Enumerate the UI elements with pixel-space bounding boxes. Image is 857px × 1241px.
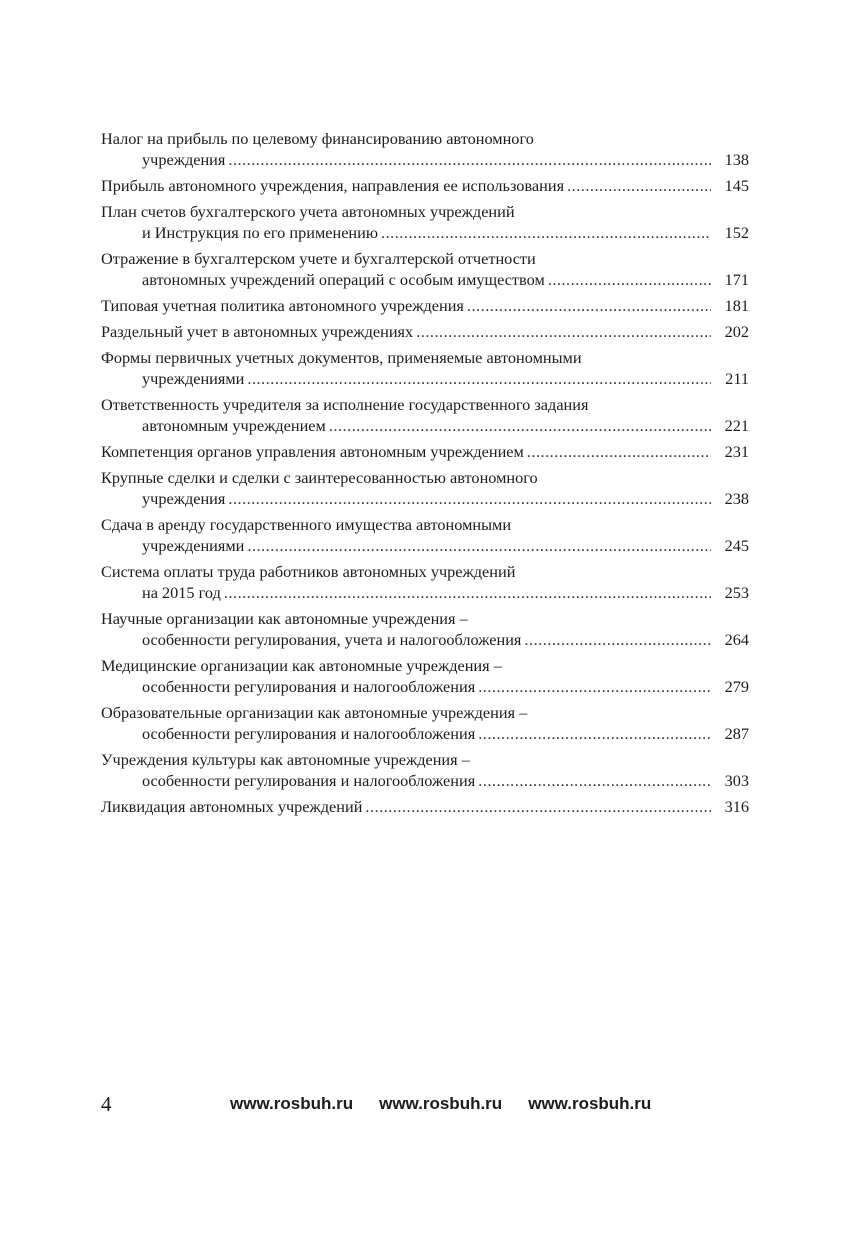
toc-entry-title-line: автономных учреждений операций с особым имуществом [142,270,545,289]
toc-entry [101,467,749,509]
toc-page-number: 287 [724,724,749,743]
toc-entry-last-line [101,222,749,243]
toc-entry-last-line [101,770,749,791]
toc-entry [101,655,749,697]
toc-entry-last-line [101,368,749,389]
toc-entry-title-line: План счетов бухгалтерского учета автономных учреждений [101,202,515,221]
dot-leader [381,222,711,243]
toc-entry [101,749,749,791]
table-of-contents [101,128,749,822]
toc-entry-title-line: Раздельный учет в автономных учреждениях [101,322,414,341]
toc-entry [101,514,749,556]
toc-page-number: 231 [724,442,749,461]
toc-page-number: 303 [724,771,749,790]
toc-entry-title-line: Образовательные организации как автономные учреждения – [101,703,528,722]
toc-entry [101,295,749,316]
toc-entry [101,175,749,196]
toc-entry-title-line: Научные организации как автономные учреждения – [101,609,468,628]
dot-leader [228,488,711,509]
dot-leader [478,676,711,697]
dot-leader [567,175,711,196]
toc-entry [101,561,749,603]
toc-page-number: 211 [725,369,749,388]
toc-entry-title-line: Компетенция органов управления автономным учреждением [101,442,524,461]
toc-entry-title-line: Крупные сделки и сделки с заинтересованностью автономного [101,468,538,487]
toc-entry-title-line: Система оплаты труда работников автономных учреждений [101,562,516,581]
toc-entry [101,702,749,744]
toc-entry-title-line: учреждениями [142,369,245,388]
toc-page-number: 181 [724,296,749,315]
toc-entry [101,128,749,170]
toc-entry-last-line [101,488,749,509]
dot-leader [329,415,711,436]
toc-entry-title-line: особенности регулирования и налогообложения [142,771,476,790]
toc-entry-last-line [101,441,749,462]
toc-entry-title-line: учреждения [142,489,226,508]
toc-entry [101,441,749,462]
toc-page-number: 316 [724,797,749,816]
dot-leader [478,770,711,791]
toc-entry-last-line [101,796,749,817]
dot-leader [467,295,711,316]
toc-entry-last-line [101,629,749,650]
toc-entry-last-line [101,295,749,316]
toc-page-number: 245 [724,536,749,555]
toc-entry-last-line [101,582,749,603]
toc-entry-last-line [101,415,749,436]
toc-entry-title-line: на 2015 год [142,583,221,602]
toc-entry-title-line: автономным учреждением [142,416,326,435]
dot-leader [478,723,711,744]
dot-leader [527,441,711,462]
footer-links [230,1094,651,1114]
toc-entry [101,796,749,817]
footer-link[interactable]: www.rosbuh.ru [528,1094,652,1113]
toc-entry-title-line: особенности регулирования и налогообложения [142,677,476,696]
toc-entry-last-line [101,175,749,196]
dot-leader [548,269,711,290]
toc-entry-title-line: особенности регулирования и налогообложения [142,724,476,743]
toc-page-number: 221 [724,416,749,435]
toc-entry-last-line [101,535,749,556]
footer-link[interactable]: www.rosbuh.ru [230,1094,354,1113]
toc-entry-title-line: Сдача в аренду государственного имущества автономными [101,515,512,534]
toc-entry-title-line: Налог на прибыль по целевому финансированию автономного [101,129,534,148]
toc-entry [101,201,749,243]
toc-entry-title-line: Ответственность учредителя за исполнение государственного задания [101,395,589,414]
toc-page-number: 264 [724,630,749,649]
dot-leader [228,149,711,170]
toc-entry-last-line [101,321,749,342]
dot-leader [524,629,711,650]
page-number: 4 [101,1092,112,1116]
toc-entry-title-line: учреждения [142,150,226,169]
toc-entry-title-line: особенности регулирования, учета и налогообложения [142,630,522,649]
toc-entry-title-line: и Инструкция по его применению [142,223,379,242]
dot-leader [247,535,711,556]
toc-entry-title-line: Медицинские организации как автономные учреждения – [101,656,502,675]
toc-entry-last-line [101,149,749,170]
toc-entry-title-line: Типовая учетная политика автономного учреждения [101,296,464,315]
toc-entry-title-line: Учреждения культуры как автономные учреждения – [101,750,470,769]
toc-entry-last-line [101,676,749,697]
toc-entry [101,347,749,389]
toc-page-number: 279 [724,677,749,696]
toc-entry-last-line [101,723,749,744]
toc-page-number: 171 [724,270,749,289]
toc-entry-title-line: Ликвидация автономных учреждений [101,797,363,816]
toc-page-number: 253 [724,583,749,602]
dot-leader [365,796,711,817]
toc-entry-title-line: Отражение в бухгалтерском учете и бухгалтерской отчетности [101,249,536,268]
toc-entry-title-line: Прибыль автономного учреждения, направления ее использования [101,176,565,195]
dot-leader [224,582,711,603]
dot-leader [247,368,711,389]
toc-page-number: 145 [724,176,749,195]
footer-link[interactable]: www.rosbuh.ru [379,1094,503,1113]
toc-entry-title-line: Формы первичных учетных документов, применяемые автономными [101,348,582,367]
toc-page-number: 138 [724,150,749,169]
toc-entry [101,248,749,290]
toc-entry [101,321,749,342]
toc-entry [101,608,749,650]
toc-page-number: 202 [724,322,749,341]
toc-page-number: 152 [724,223,749,242]
toc-entry [101,394,749,436]
toc-entry-title-line: учреждениями [142,536,245,555]
toc-page-number: 238 [724,489,749,508]
dot-leader [416,321,711,342]
toc-entry-last-line [101,269,749,290]
